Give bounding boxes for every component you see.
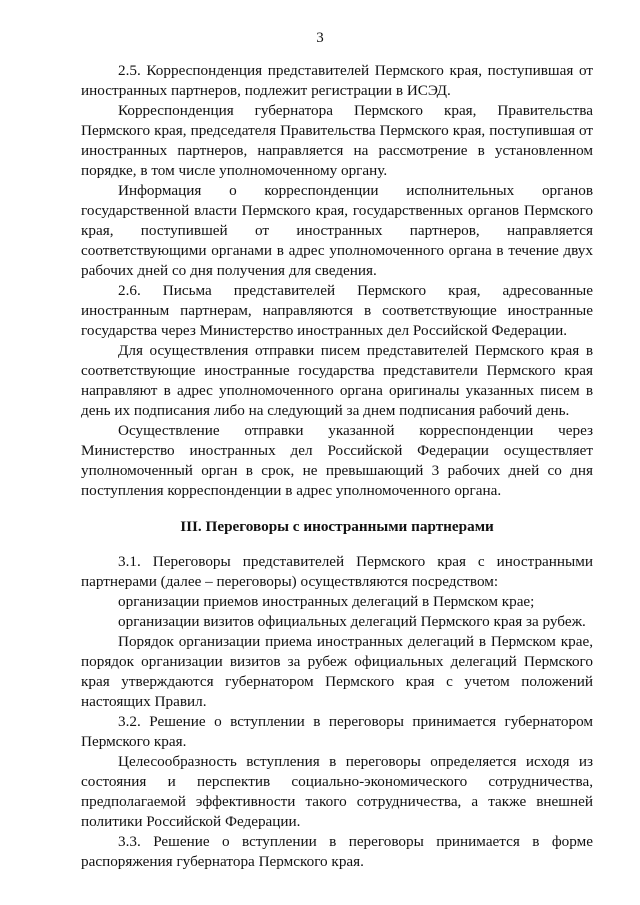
paragraph: Порядок организации приема иностранных делегаций в Пермском крае, порядок организации визитов за рубеж официальных делегаций Пермского края утверждаются губернатором Пермского края с учетом положений настоящих Правил. bbox=[81, 633, 593, 710]
paragraph: 2.5. Корреспонденция представителей Пермского края, поступившая от иностранных партнеров, подлежит регистрации в ИСЭД. bbox=[81, 62, 593, 99]
list-item: организации приемов иностранных делегаций в Пермском крае; bbox=[118, 593, 535, 610]
list-item: организации визитов официальных делегаций Пермского края за рубеж. bbox=[118, 613, 586, 630]
paragraph: Корреспонденция губернатора Пермского края, Правительства Пермского края, председателя Правительства Пермского края, поступившая от иностранных партнеров, направляется на рассмотрение в установленном порядке, в том числе уполномоченному органу. bbox=[81, 102, 593, 179]
paragraph: Целесообразность вступления в переговоры определяется исходя из состояния и перспектив социально-экономического сотрудничества, предполагаемой эффективности такого сотрудничества, а также внешней политики Российской Федерации. bbox=[81, 753, 593, 830]
document-body bbox=[81, 61, 593, 872]
paragraph: Информация о корреспонденции исполнительных органов государственной власти Пермского края, государственных органов Пермского края, поступившей от иностранных партнеров, направляется соответствующими органами в адрес уполномоченного органа в течение двух рабочих дней со дня получения для сведения. bbox=[81, 182, 593, 279]
paragraph: 3.3. Решение о вступлении в переговоры принимается в форме распоряжения губернатора Пермского края. bbox=[81, 833, 593, 870]
paragraph: 2.6. Письма представителей Пермского края, адресованные иностранным партнерам, направляются в соответствующие иностранные государства через Министерство иностранных дел Российской Федерации. bbox=[81, 282, 593, 339]
paragraph: Для осуществления отправки писем представителей Пермского края в соответствующие иностранные государства представители Пермского края направляют в адрес уполномоченного органа оригиналы указанных писем в день их подписания либо на следующий за днем подписания рабочий день. bbox=[81, 342, 593, 419]
page-number: 3 bbox=[316, 30, 324, 46]
section-title: III. Переговоры с иностранными партнерами bbox=[180, 518, 494, 535]
paragraph: 3.1. Переговоры представителей Пермского края с иностранными партнерами (далее – переговоры) осуществляются посредством: bbox=[81, 553, 593, 590]
paragraph: Осуществление отправки указанной корреспонденции через Министерство иностранных дел Российской Федерации осуществляет уполномоченный орган в срок, не превышающий 3 рабочих дней со дня поступления корреспонденции в адрес уполномоченного органа. bbox=[81, 422, 593, 499]
paragraph: 3.2. Решение о вступлении в переговоры принимается губернатором Пермского края. bbox=[81, 713, 593, 750]
